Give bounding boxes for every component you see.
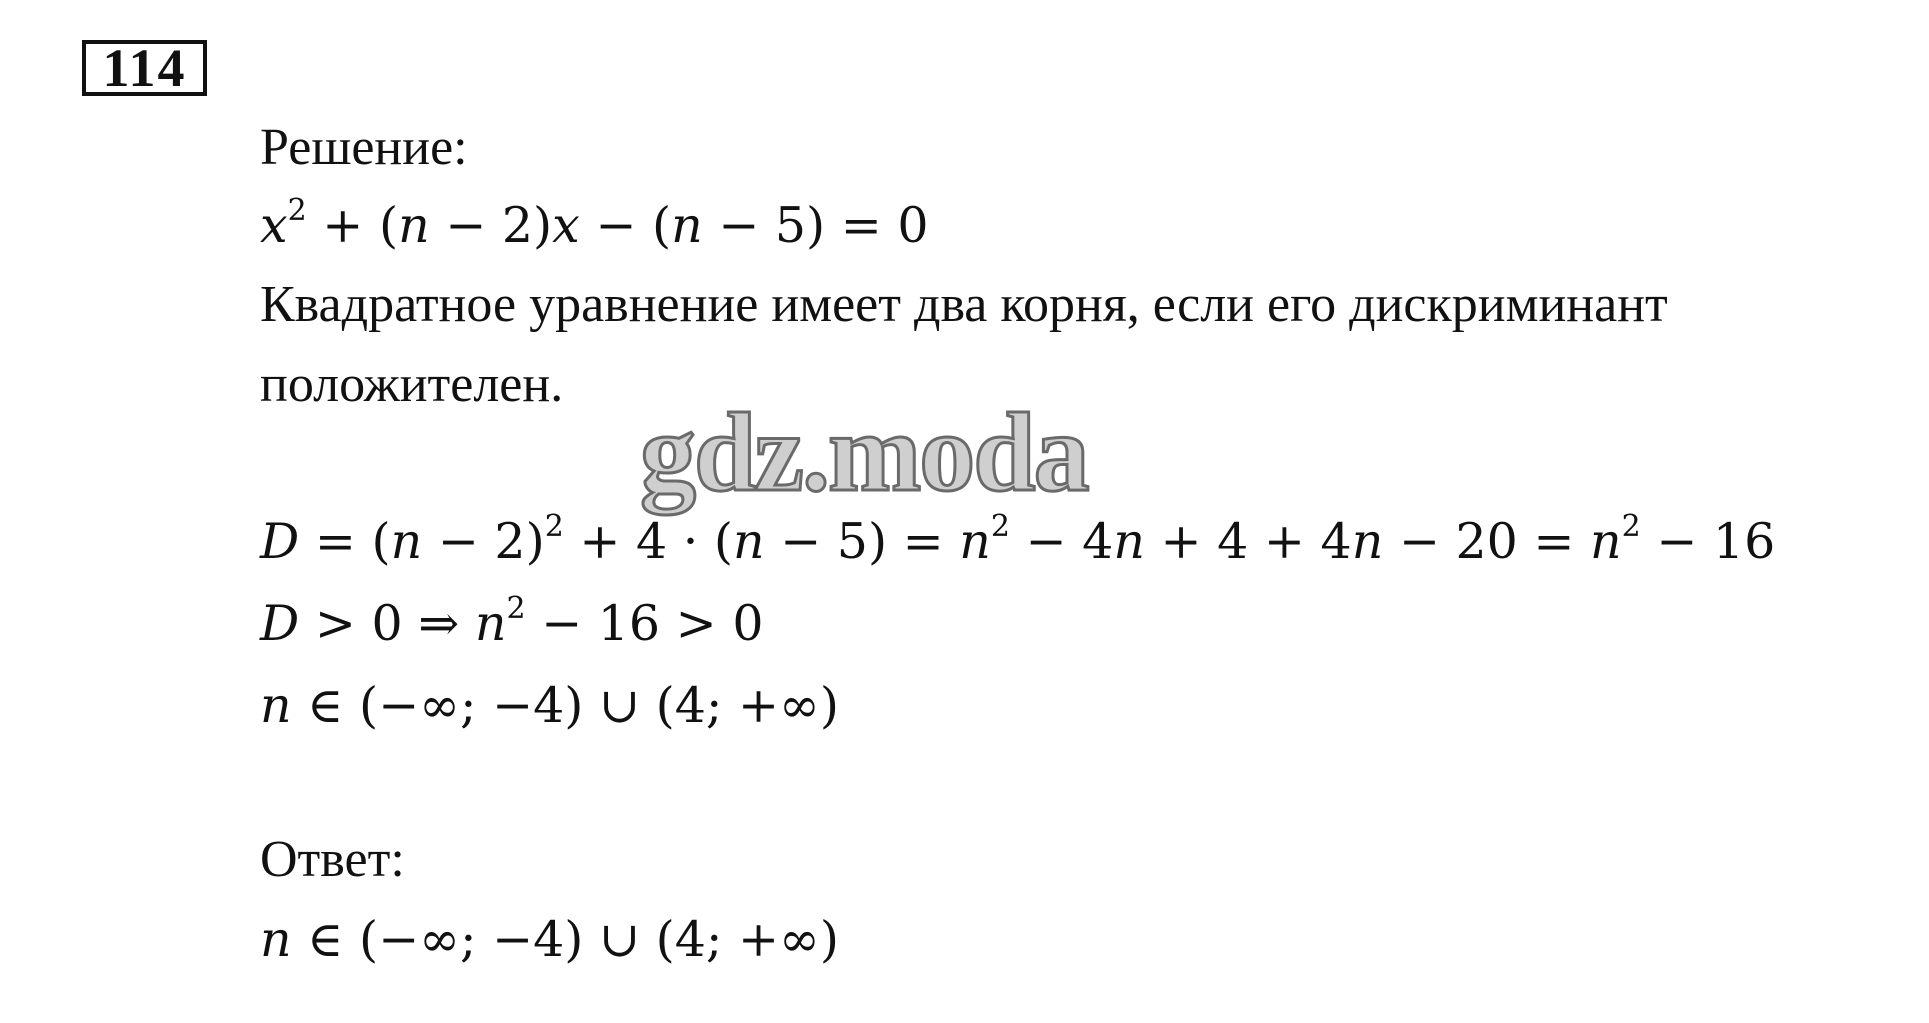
task-number: 114: [82, 40, 207, 96]
inequality: D > 0 ⇒ $n^2 - 16 > 0$: [260, 591, 764, 652]
condition-line-2: положителен.: [260, 356, 564, 413]
solution-interval: n ∈ (−∞; −4) ∪ (4; +∞): [260, 677, 839, 734]
answer-heading: Ответ:: [260, 831, 405, 888]
condition-line-1: Квадратное уравнение имеет два корня, если его дискриминант: [260, 276, 1668, 333]
watermark-logo: gdz.moda: [640, 391, 1088, 515]
solution-heading: Решение:: [260, 119, 468, 176]
discriminant-formula: $D = (n - 2)^2 + 4 \cdot (n - 5) = n^2 - 4n + 4 + 4n - 20 = n^2 - 16$: [260, 509, 1776, 570]
equation: $x^2 + (n - 2)x - (n - 5) = 0$: [260, 193, 929, 254]
answer-value: n ∈ (−∞; −4) ∪ (4; +∞): [260, 911, 839, 968]
